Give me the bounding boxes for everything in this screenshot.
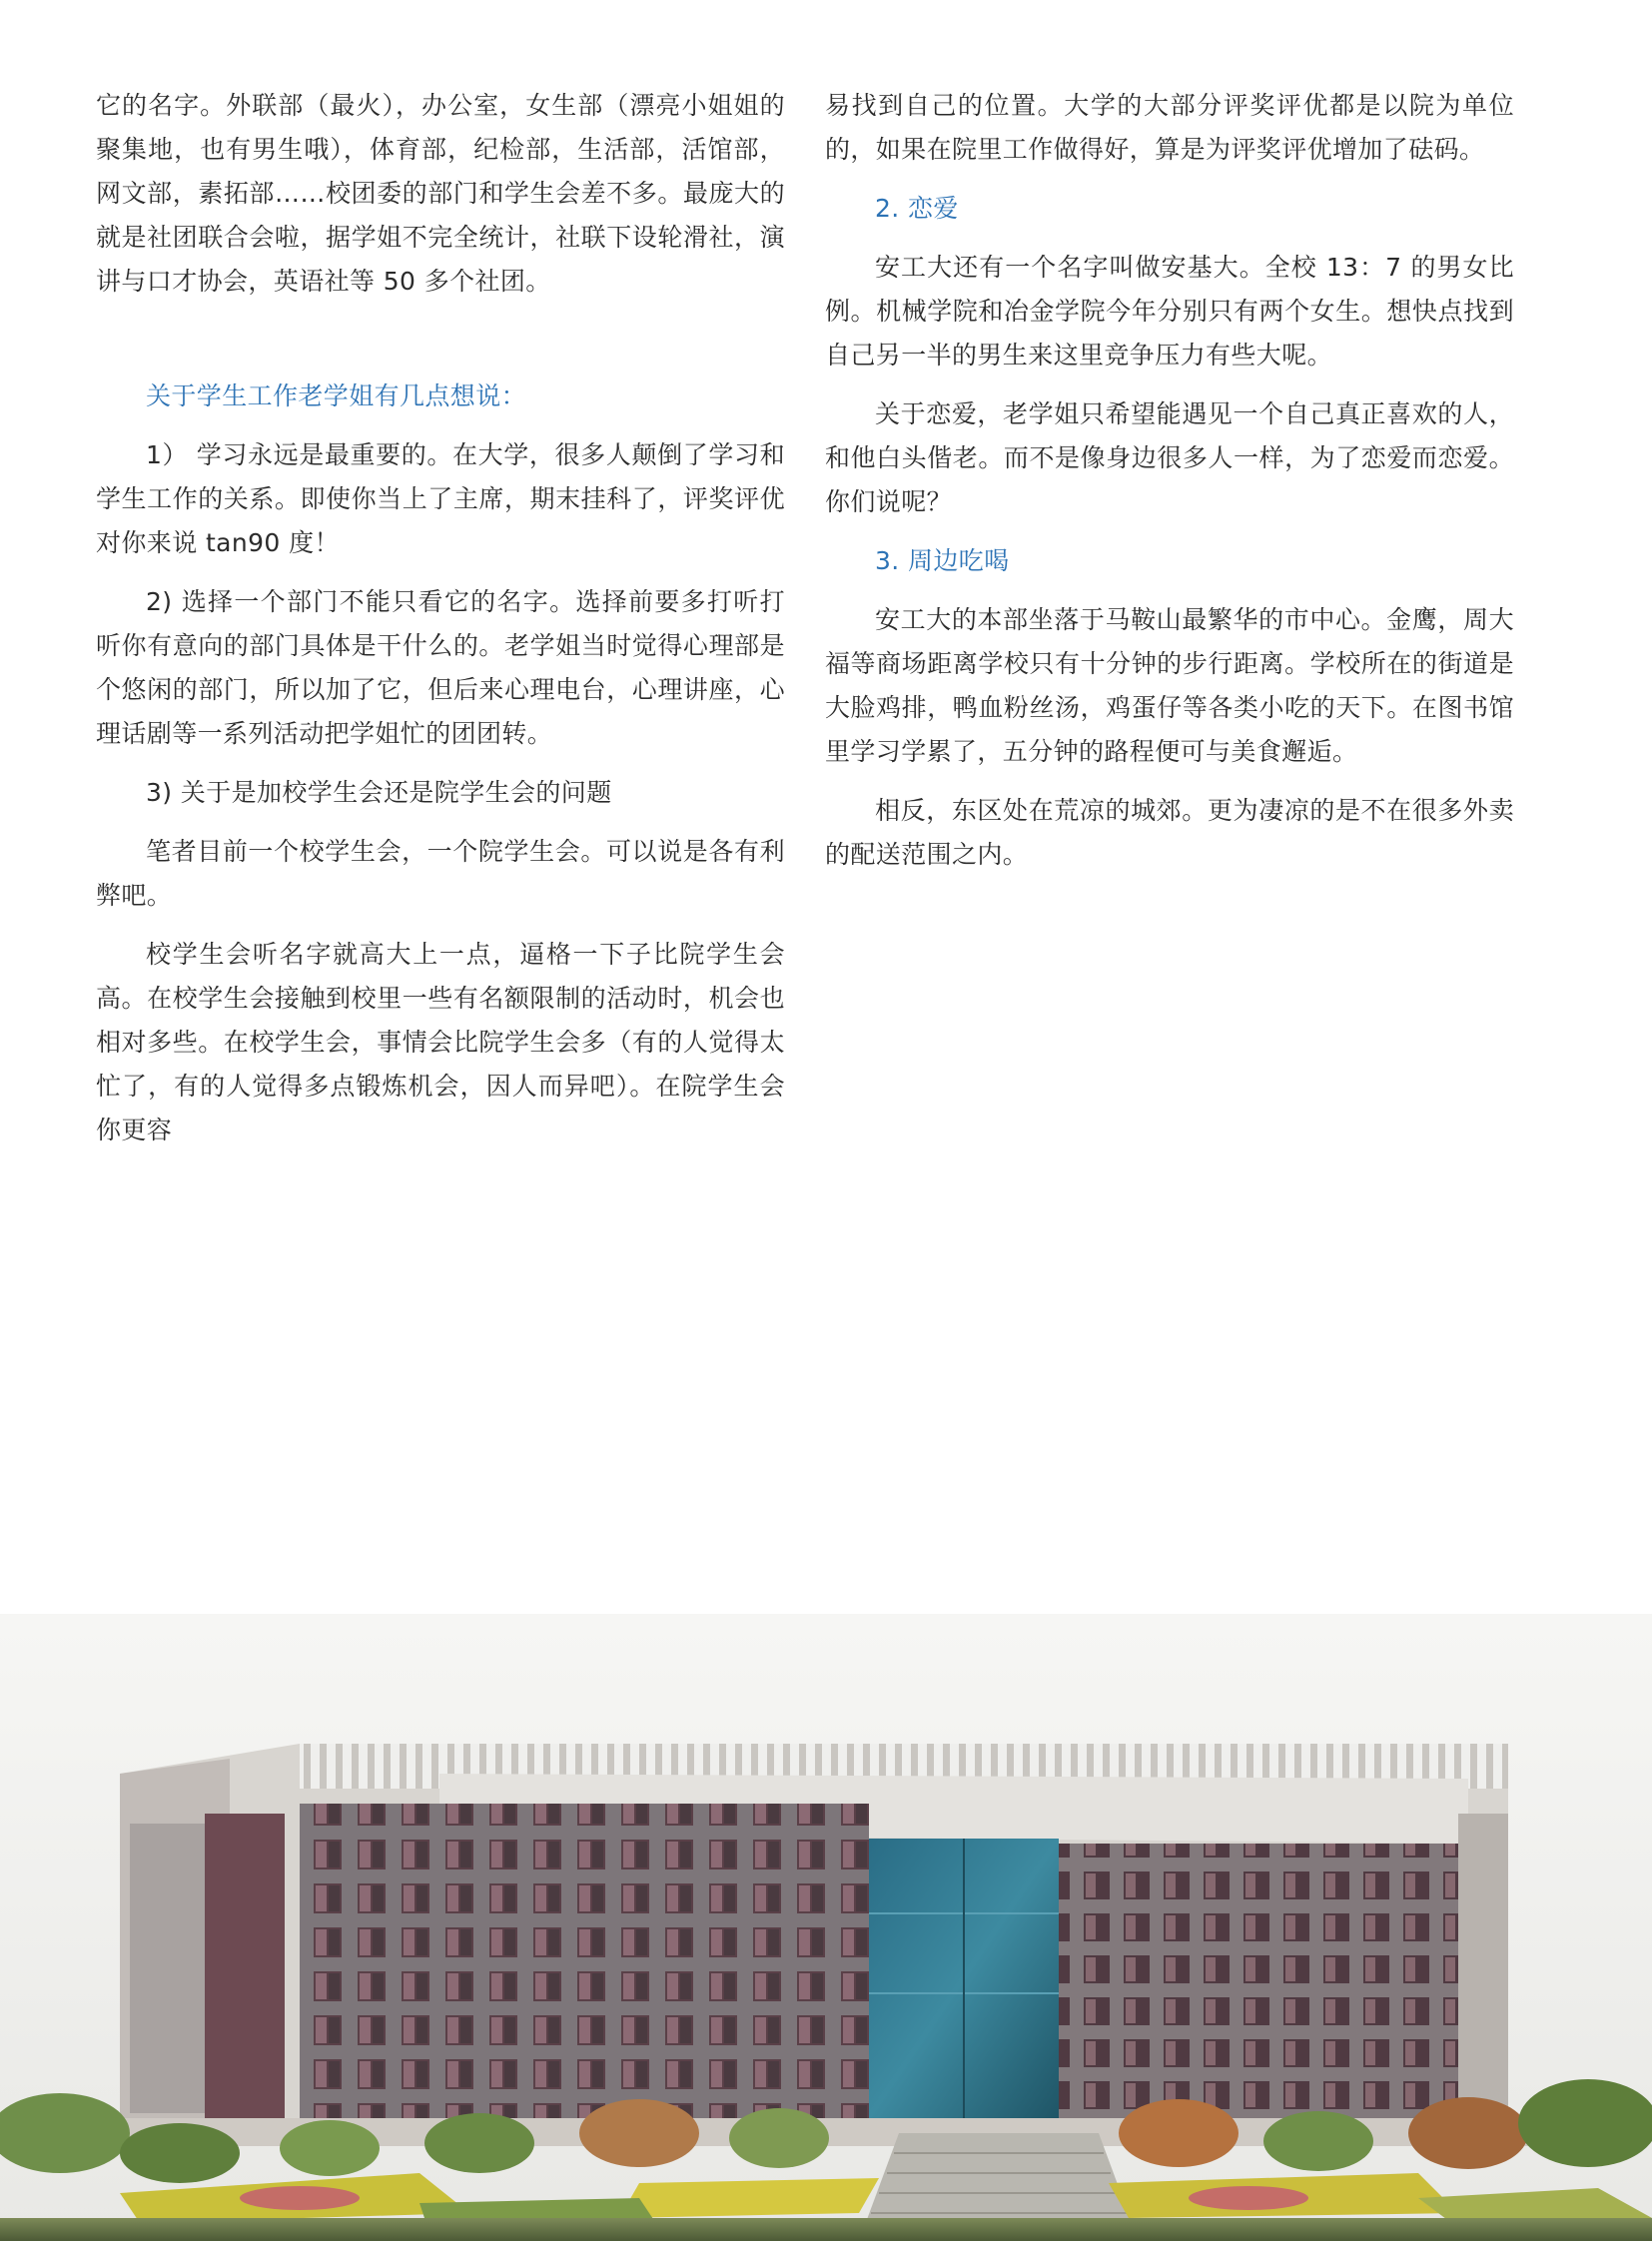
paragraph: 3) 关于是加校学生会还是院学生会的问题 [146, 778, 612, 807]
paragraph: 2) 选择一个部门不能只看它的名字。选择前要多打听打听你有意向的部门具体是干什么的。老学姐当时觉得心理部是个悠闲的部门，所以加了它，但后来心理电台，心理讲座，心理话剧等一系列活动把学姐忙的团团转。 [96, 587, 785, 748]
paragraph: 相反，东区处在荒凉的城郊。更为凄凉的是不在很多外卖的配送范围之内。 [825, 796, 1514, 869]
section-heading-love: 2. 恋爱 [875, 194, 959, 223]
paragraph: 1） 学习永远是最重要的。在大学，很多人颠倒了学习和学生工作的关系。即使你当上了主席，期末挂科了，评奖评优对你来说 tan90 度！ [96, 440, 785, 557]
spacer [96, 319, 785, 374]
paragraph: 安工大还有一个名字叫做安基大。全校 13：7 的男女比例。机械学院和冶金学院今年分别只有两个女生。想快点找到自己另一半的男生来这里竞争压力有些大呢。 [825, 253, 1514, 370]
left-column [96, 84, 785, 1167]
paragraph: 它的名字。外联部（最火），办公室，女生部（漂亮小姐姐的聚集地，也有男生哦），体育部，纪检部，生活部，活馆部，网文部，素拓部……校团委的部门和学生会差不多。最庞大的就是社团联合会啦，据学姐不完全统计，社联下设轮滑社，演讲与口才协会，英语社等 50 多个社团。 [96, 91, 785, 296]
paragraph: 关于恋爱，老学姐只希望能遇见一个自己真正喜欢的人，和他白头偕老。而不是像身边很多人一样，为了恋爱而恋爱。你们说呢？ [825, 399, 1514, 516]
paragraph: 校学生会听名字就高大上一点，逼格一下子比院学生会高。在校学生会接触到校里一些有名额限制的活动时，机会也相对多些。在校学生会，事情会比院学生会多（有的人觉得太忙了，有的人觉得多点锻炼机会，因人而异吧）。在院学生会你更容 [96, 940, 785, 1144]
section-heading-food: 3. 周边吃喝 [875, 546, 1010, 575]
paragraph: 易找到自己的位置。大学的大部分评奖评优都是以院为单位的，如果在院里工作做得好，算是为评奖评优增加了砝码。 [825, 91, 1514, 164]
campus-building-photo [0, 1614, 1652, 2241]
section-heading: 关于学生工作老学姐有几点想说： [146, 381, 527, 410]
right-column [825, 84, 1514, 892]
paragraph: 安工大的本部坐落于马鞍山最繁华的市中心。金鹰，周大福等商场距离学校只有十分钟的步行距离。学校所在的街道是大脸鸡排，鸭血粉丝汤，鸡蛋仔等各类小吃的天下。在图书馆里学习学累了，五分钟的路程便可与美食邂逅。 [825, 605, 1514, 766]
paragraph: 笔者目前一个校学生会，一个院学生会。可以说是各有利弊吧。 [96, 837, 785, 910]
